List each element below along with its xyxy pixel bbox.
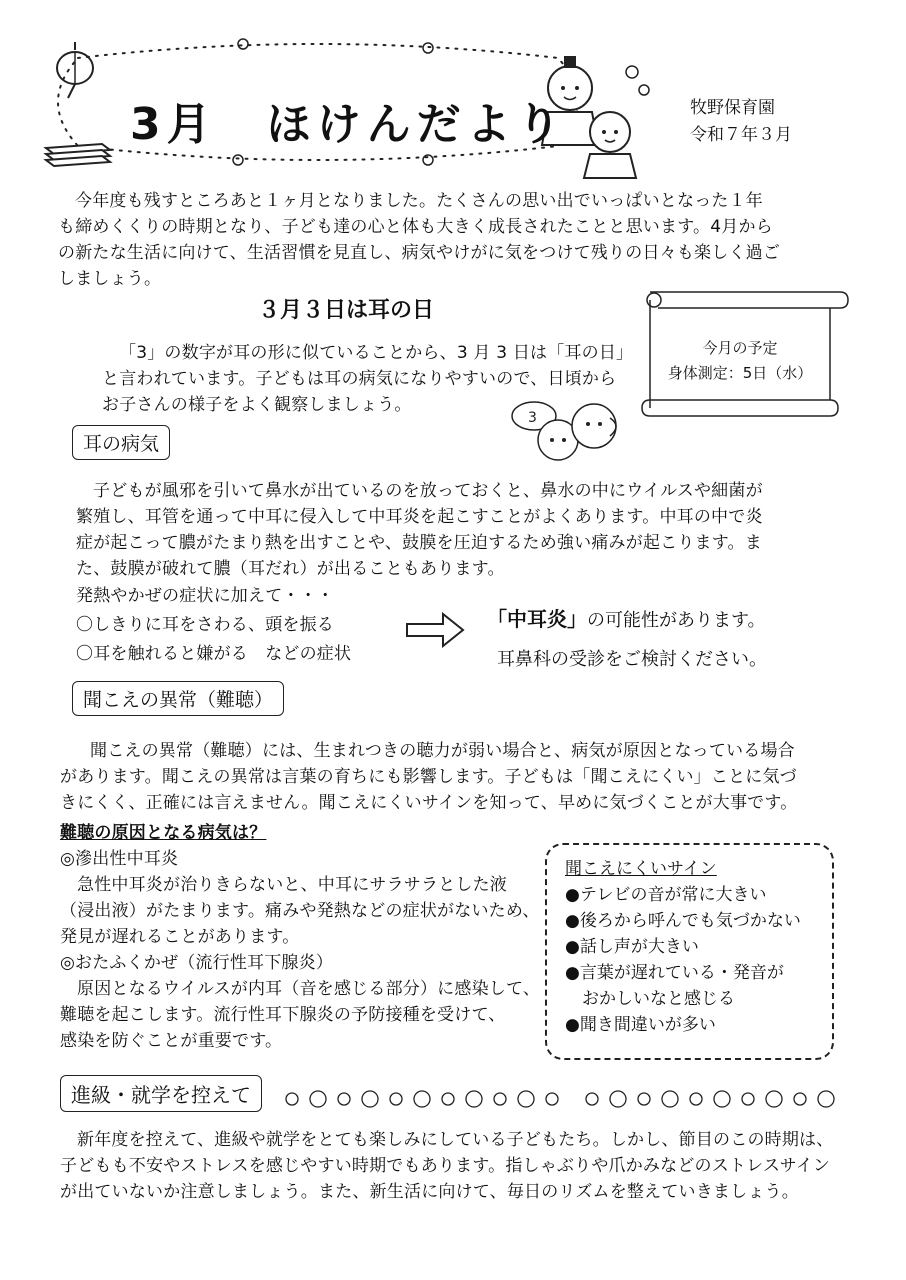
intro-line: の新たな生活に向けて、生活習慣を見直し、病気やけがに気をつけて残りの日々も楽しく過ご (58, 243, 781, 263)
symptoms-list (76, 583, 406, 667)
hearing-causes (60, 820, 550, 1054)
ear-disease-heading: 耳の病気 (72, 425, 170, 460)
hearing-heading: 聞こえの異常（難聴） (72, 681, 284, 716)
cause-line: （浸出液）がたまります。痛みや発熱などの症状がないため、 (60, 901, 540, 921)
hearing-line: 聞こえの異常（難聴）には、生まれつきの聴力が弱い場合と、病気が原因となっている場合 (90, 741, 795, 761)
sign-item: ●言葉が遅れている・発音が (565, 963, 784, 983)
sign-item: ●テレビの音が常に大きい (565, 885, 767, 905)
otitis-possibility (487, 603, 766, 632)
ear-disease-line: 症が起こって膿がたまり熱を出すことや、鼓膜を圧迫するため強い痛みが起こります。ま (76, 533, 762, 553)
schedule-item: 身体測定：5日（水） (667, 364, 813, 382)
promotion-line: が出ていないか注意しましょう。また、新生活に向けて、毎日のリズムを整えていきましょう。 (60, 1182, 799, 1202)
hearing-paragraph (60, 738, 870, 816)
issue-date: 令和７年３月 (690, 125, 792, 145)
promotion-heading: 進級・就学を控えて (60, 1075, 262, 1112)
hearing-line: きにくく、正確には言えません。聞こえにくいサインを知って、早めに気づくことが大事です。 (60, 793, 798, 813)
org-block (690, 95, 792, 149)
decorative-kids-border (278, 1084, 853, 1114)
signs-title: 聞こえにくいサイン (565, 859, 717, 879)
cause-line: 難聴を起こします。流行性耳下腺炎の予防接種を受けて、 (60, 1005, 506, 1025)
ear-disease-line: た、鼓膜が破れて膿（耳だれ）が出ることもあります。 (76, 559, 505, 579)
hearing-line: があります。聞こえの異常は言葉の育ちにも影響します。子どもは「聞こえにくい」ことに気づ (60, 767, 797, 787)
cause-line: 発見が遅れることがあります。 (60, 927, 300, 947)
ear-day-line: お子さんの様子をよく観察しましょう。 (102, 395, 412, 415)
stacked-books-icon (42, 140, 114, 170)
newsletter-title: 3月 ほけんだより (130, 99, 567, 150)
sign-item: おかしいなと感じる (565, 989, 735, 1009)
right-arrow-icon (405, 612, 465, 648)
sign-item: ●聞き間違いが多い (565, 1015, 716, 1035)
intro-line: しましょう。 (58, 269, 162, 289)
intro-paragraph (58, 188, 868, 292)
schedule-box (650, 336, 830, 386)
schedule-title: 今月の予定 (702, 339, 778, 357)
symptom-item: 〇耳を触れると嫌がる などの症状 (76, 644, 352, 664)
ear-disease-line: 繁殖し、耳管を通って中耳に侵入して中耳炎を起こすことがよくあります。中耳の中で炎 (76, 507, 763, 527)
intro-line: 今年度も残すところあと１ヶ月となりました。たくさんの思い出でいっぱいとなった１年 (75, 191, 763, 211)
ear-day-heading: ３月３日は耳の日 (258, 298, 435, 323)
cause-line: 原因となるウイルスが内耳（音を感じる部分）に感染して、 (77, 979, 541, 999)
sign-item: ●後ろから呼んでも気づかない (565, 911, 801, 931)
symptoms-intro: 発熱やかぜの症状に加えて・・・ (76, 586, 334, 606)
lantern-icon (50, 40, 100, 100)
intro-line: も締めくくりの時期となり、子ども達の心と体も大きく成長されたことと思います。4月から (58, 217, 773, 237)
promotion-line: 新年度を控えて、進級や就学をとても楽しみにしている子どもたち。しかし、節目のこの時期は、 (77, 1130, 834, 1150)
ear-day-line: 「3」の数字が耳の形に似ていることから、3 月 3 日は「耳の日」 (119, 343, 634, 363)
ent-advice: 耳鼻科の受診をご検討ください。 (497, 649, 767, 670)
cause-line: 急性中耳炎が治りきらないと、中耳にサラサラとした液 (77, 875, 507, 895)
otitis-term: 「中耳炎」 (487, 607, 587, 631)
cause-line: 感染を防ぐことが重要です。 (60, 1031, 283, 1051)
sign-item: ●話し声が大きい (565, 937, 699, 957)
org-name: 牧野保育園 (690, 98, 775, 118)
symptom-item: 〇しきりに耳をさわる、頭を振る (76, 615, 334, 635)
promotion-paragraph (60, 1127, 880, 1205)
causes-heading: 難聴の原因となる病気は？ (60, 823, 267, 843)
svg-text:3: 3 (528, 410, 537, 426)
ear-day-line: と言われています。子どもは耳の病気になりやすいので、日頃から (102, 369, 617, 389)
promotion-line: 子どもも不安やストレスを感じやすい時期でもあります。指しゃぶりや爪かみなどのストレスサイン (60, 1156, 831, 1176)
children-listening-illustration (498, 398, 628, 464)
cause-title: ◎おたふくかぜ（流行性耳下腺炎） (60, 953, 334, 973)
ear-disease-line: 子どもが風邪を引いて鼻水が出ているのを放っておくと、鼻水の中にウイルスや細菌が (93, 481, 763, 501)
otitis-possibility-text: の可能性があります。 (587, 610, 766, 631)
ear-disease-paragraph (76, 478, 866, 582)
cause-title: ◎滲出性中耳炎 (60, 849, 179, 869)
hearing-signs-list (565, 856, 825, 1038)
